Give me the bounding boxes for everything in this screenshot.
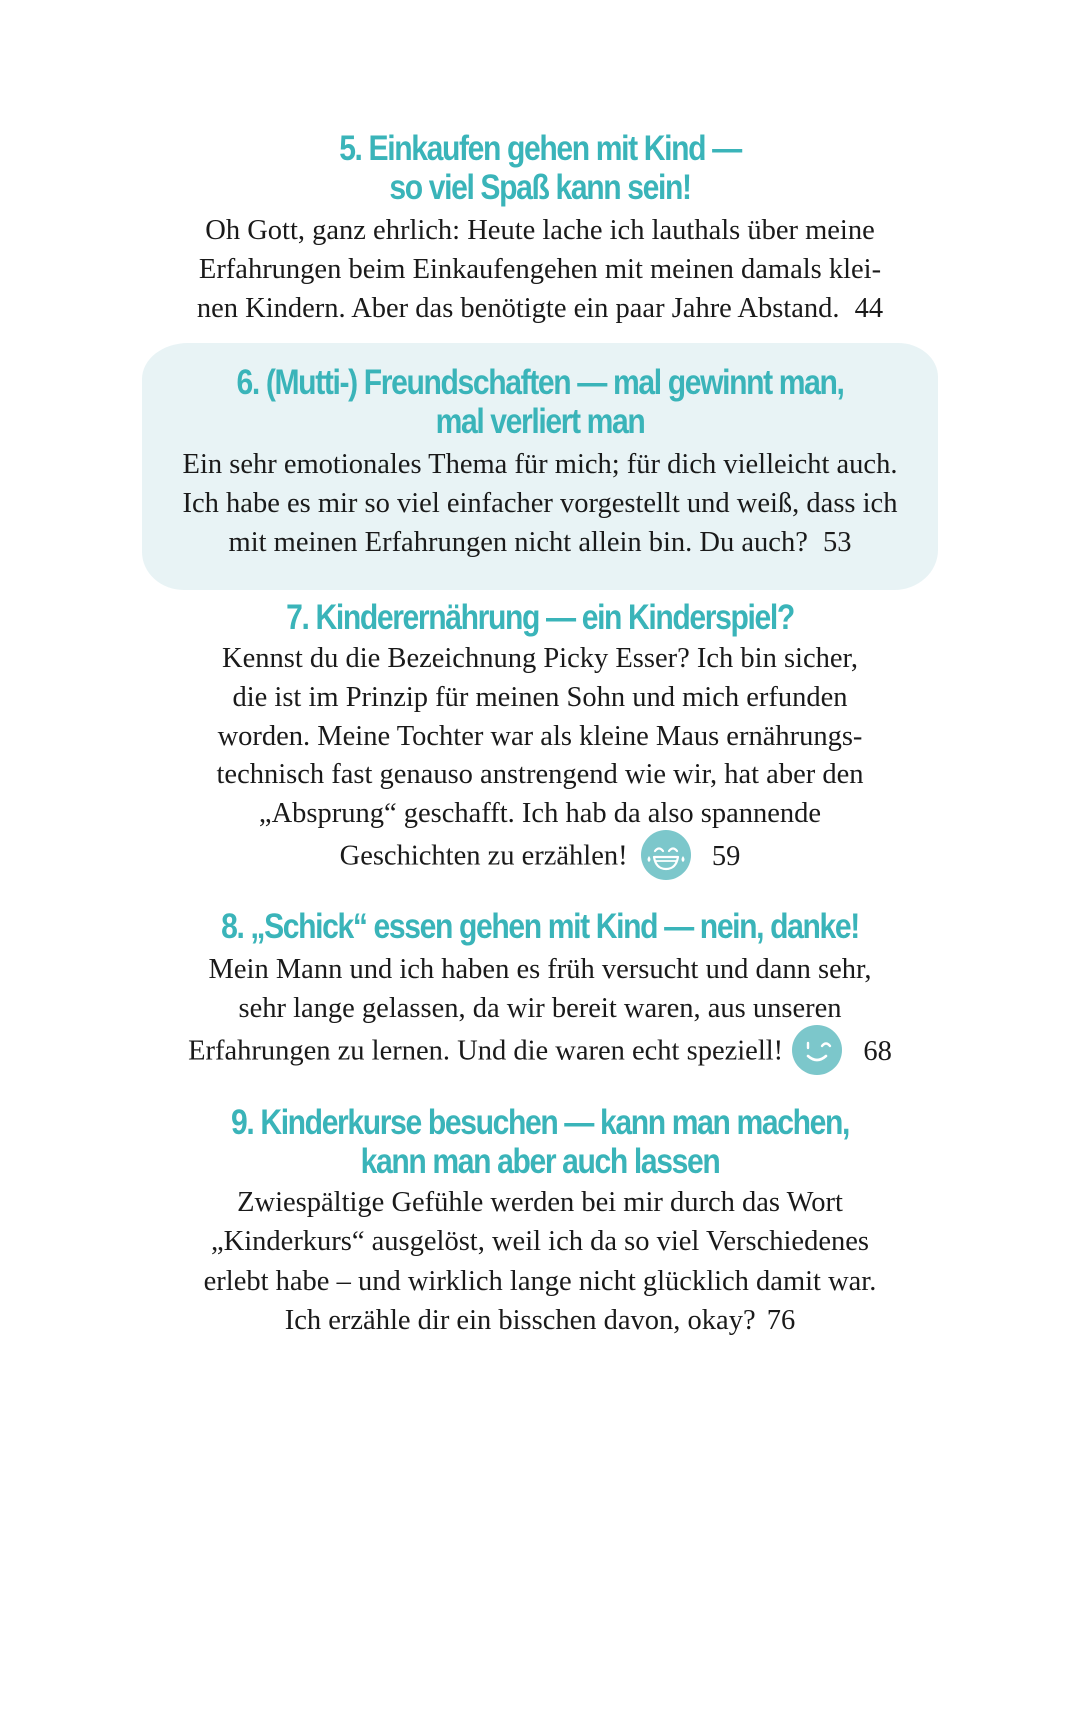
- entry-description: mit meinen Erfahrungen nicht allein bin. Du auch?: [228, 527, 808, 558]
- laughing-tears-emoji-icon: [641, 830, 691, 880]
- entry-description: Kennst du die Bezeichnung Picky Esser? Ich bin sicher,: [222, 643, 858, 674]
- page-number[interactable]: 76: [766, 1305, 796, 1336]
- entry-description: erlebt habe – und wirklich lange nicht glücklich damit war.: [203, 1266, 877, 1297]
- entry-heading[interactable]: 9. Kinderkurse besuchen — kann man machen,: [230, 1103, 849, 1142]
- entry-description: nen Kindern. Aber das benötigte ein paar Jahre Abstand.: [196, 293, 840, 324]
- entry-description: Ich habe es mir so viel einfacher vorgestellt und weiß, dass ich: [182, 488, 898, 519]
- entry-description: Erfahrungen beim Einkaufengehen mit meinen damals klei-: [198, 254, 882, 285]
- entry-heading[interactable]: so viel Spaß kann sein!: [389, 168, 691, 207]
- page-number[interactable]: 44: [854, 293, 884, 324]
- entry-heading[interactable]: kann man aber auch lassen: [360, 1142, 720, 1181]
- entry-heading[interactable]: 7. Kinderernährung — ein Kinderspiel?: [286, 598, 794, 637]
- page-number[interactable]: 53: [822, 527, 852, 558]
- entry-description-last: [0, 1028, 1080, 1067]
- entry-description: „Absprung“ geschafft. Ich hab da also spannende: [258, 798, 822, 829]
- entry-description-last: [0, 289, 1080, 328]
- entry-description: Oh Gott, ganz ehrlich: Heute lache ich lauthals über meine: [205, 215, 875, 246]
- entry-heading[interactable]: 5. Einkaufen gehen mit Kind —: [339, 129, 741, 168]
- entry-description: die ist im Prinzip für meinen Sohn und mich erfunden: [232, 682, 848, 713]
- entry-description: Erfahrungen zu lernen. Und die waren echt speziell!: [188, 1035, 784, 1067]
- entry-heading[interactable]: 8. „Schick“ essen gehen mit Kind — nein, danke!: [221, 907, 859, 946]
- entry-heading[interactable]: 6. (Mutti-) Freundschaften — mal gewinnt man,: [236, 363, 844, 402]
- entry-description: Zwiespältige Gefühle werden bei mir durch das Wort: [237, 1187, 843, 1218]
- entry-description: Ich erzähle dir ein bisschen davon, okay?: [284, 1305, 756, 1336]
- entry-heading[interactable]: mal verliert man: [435, 402, 645, 441]
- entry-description-last: [0, 1301, 1080, 1340]
- entry-description: Mein Mann und ich haben es früh versucht und dann sehr,: [208, 954, 872, 985]
- page-number[interactable]: 68: [863, 1035, 892, 1067]
- entry-description: sehr lange gelassen, da wir bereit waren, aus unseren: [238, 993, 842, 1024]
- entry-description-last: [0, 833, 1080, 872]
- entry-description: „Kinderkurs“ ausgelöst, weil ich da so viel Verschiedenes: [211, 1226, 869, 1257]
- winking-emoji-icon: [792, 1025, 842, 1075]
- entry-description: technisch fast genauso anstrengend wie wir, hat aber den: [216, 759, 864, 790]
- entry-description: worden. Meine Tochter war als kleine Maus ernährungs-: [217, 721, 863, 752]
- entry-description-last: [0, 523, 1080, 562]
- entry-description: Geschichten zu erzählen!: [339, 840, 628, 872]
- page-number[interactable]: 59: [711, 840, 741, 872]
- entry-description: Ein sehr emotionales Thema für mich; für dich vielleicht auch.: [182, 449, 898, 480]
